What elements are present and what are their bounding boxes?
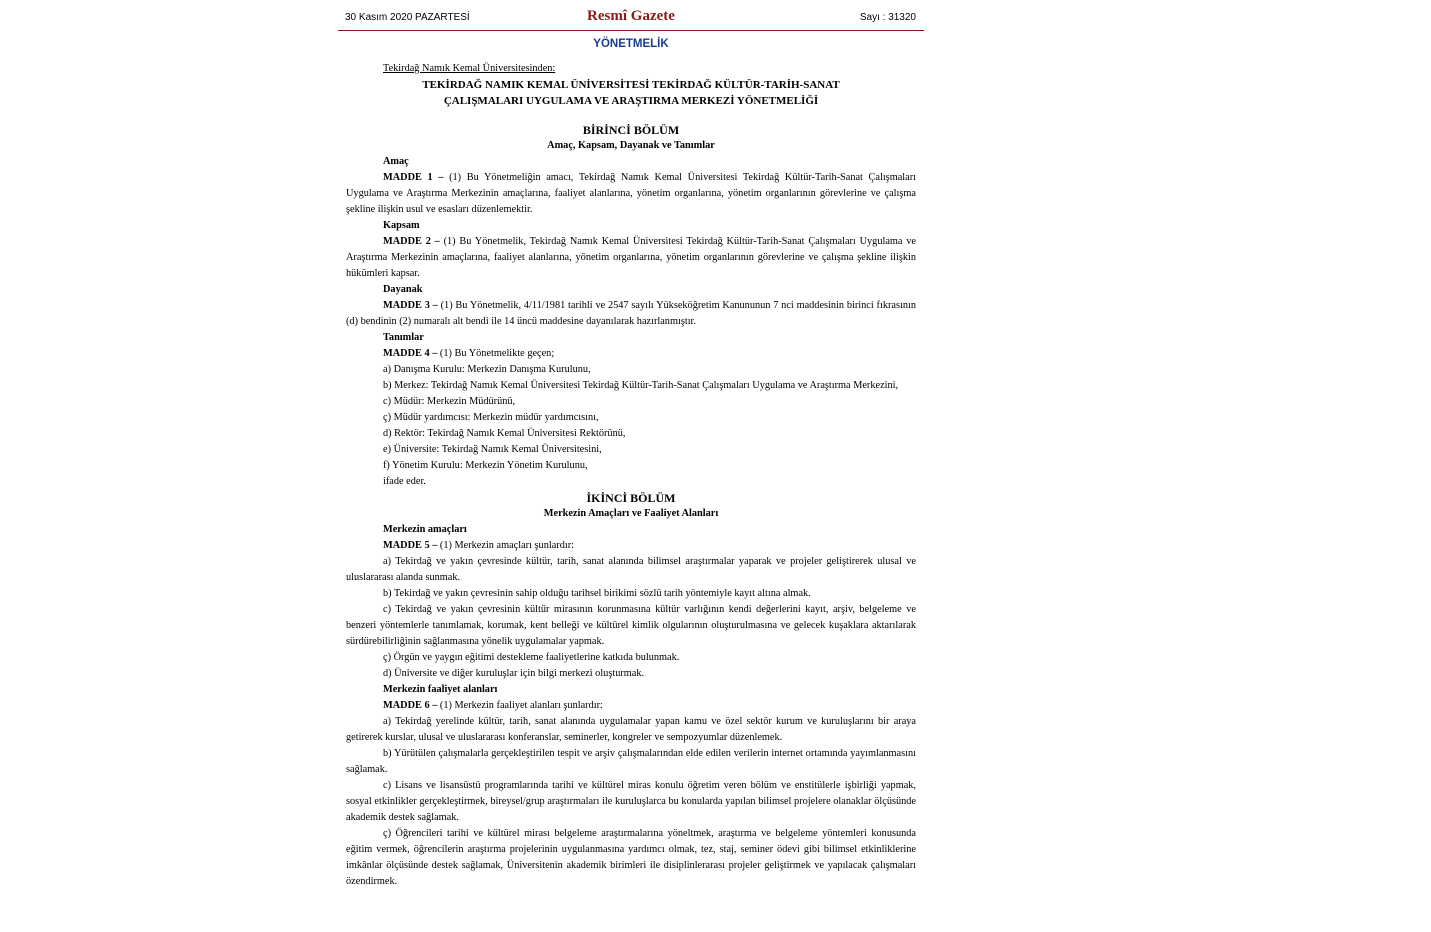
objective-item: d) Üniversite ve diğer kuruluşlar için bilgi merkezi oluşturmak. (383, 668, 645, 679)
chapter-2-subtitle: Merkezin Amaçları ve Faaliyet Alanları (543, 508, 719, 519)
chapter-2-title: İKİNCİ BÖLÜM (586, 491, 676, 505)
definition-item: ç) Müdür yardımcısı: Merkezin müdür yardımcısını, (383, 412, 599, 423)
activity-item: b) Yürütülen çalışmalarla gerçekleştirilen tespit ve arşiv çalışmalarından elde edilen verilerin internet ortamında yayımlanmasını sağlamak. (346, 748, 916, 775)
article-1-heading: Amaç (383, 156, 409, 167)
objective-item: ç) Örgün ve yaygın eğitimi destekleme faaliyetlerine katkıda bulunmak. (383, 652, 680, 663)
issue-number: Sayı : 31320 (859, 12, 916, 23)
regulation-title-line-1: TEKİRDAĞ NAMIK KEMAL ÜNİVERSİTESİ TEKİRDAĞ KÜLTÜR-TARİH-SANAT (422, 79, 840, 91)
regulation-title-line-2: ÇALIŞMALARI UYGULAMA VE ARAŞTIRMA MERKEZİ YÖNETMELİĞİ (443, 95, 819, 107)
objective-item: c) Tekirdağ ve yakın çevresinin kültür mirasının korunmasına kültür varlığının kendi değerlerini kayıt, arşiv, belgeleme ve benzeri yöntemlerle tanımlamak, korumak, kent belleği ve kültürel kimlik olgularının oluşturulmasına ve gelecek kuşaklara aktarılarak sürdürebilirliğinin sağlanmasına yönelik uygulamalar yapmak. (346, 604, 916, 647)
regulation-body (346, 61, 916, 890)
definition-item: e) Üniversite: Tekirdağ Namık Kemal Üniversitesini, (383, 444, 602, 455)
gazette-title: Resmî Gazete (587, 8, 675, 24)
chapter-1-subtitle: Amaç, Kapsam, Dayanak ve Tanımlar (547, 140, 715, 151)
article-1-label: MADDE 1 – (383, 172, 444, 183)
article-5-heading: Merkezin amaçları (383, 524, 467, 535)
article-4-text: MADDE 4 – (1) Bu Yönetmelikte geçen; (383, 348, 555, 359)
definition-closing: ifade eder. (383, 476, 426, 487)
definition-item: d) Rektör: Tekirdağ Namık Kemal Üniversitesi Rektörünü, (383, 428, 626, 439)
article-2-text: MADDE 2 – (1) Bu Yönetmelik, Tekirdağ Namık Kemal Üniversitesi Tekirdağ Kültür-Tarih-Sanat Çalışmaları Uygulama ve Araştırma Merkezinin amaçlarına, faaliyet alanlarına, yönetim organlarına, yönetim organlarının görevlerine ve çalışma şekline ilişkin hükümleri kapsar. (346, 236, 917, 279)
article-6-heading: Merkezin faaliyet alanları (383, 684, 498, 695)
article-1-text: MADDE 1 – (1) Bu Yönetmeliğin amacı, Tekirdağ Namık Kemal Üniversitesi Tekirdağ Kültür-Tarih-Sanat Çalışmaları Uygulama ve Araştırma Merkezinin amaçlarına, faaliyet alanlarına, yönetim organlarına, yönetim organlarının görevlerine ve çalışma şekline ilişkin usul ve esasları düzenlemektir. (346, 172, 916, 215)
article-5-label: MADDE 5 – (383, 540, 438, 551)
article-6-text: MADDE 6 – (1) Merkezin faaliyet alanları şunlardır: (383, 700, 603, 711)
issuing-institution: Tekirdağ Namık Kemal Üniversitesinden: (383, 63, 556, 74)
article-5-text: MADDE 5 – (1) Merkezin amaçları şunlardır: (383, 540, 575, 551)
article-4-label: MADDE 4 – (383, 348, 438, 359)
section-label: YÖNETMELİK (593, 38, 669, 50)
chapter-1-title: BİRİNCİ BÖLÜM (582, 123, 680, 137)
header-date: 30 Kasım 2020 PAZARTESİ (345, 12, 470, 23)
definition-item: f) Yönetim Kurulu: Merkezin Yönetim Kurulunu, (383, 460, 588, 471)
activity-item: c) Lisans ve lisansüstü programlarında tarihi ve kültürel miras konulu öğretim veren bölüm ve enstitülerle işbirliği yapmak, sosyal etkinlikler gerçekleştirmek, bireysel/grup araştırmaları ile kuruluşlarca bu konularda yapılan bilimsel projelere olanaklar ölçüsünde akademik destek sağlamak. (346, 780, 916, 823)
definition-item: b) Merkez: Tekirdağ Namık Kemal Üniversitesi Tekirdağ Kültür-Tarih-Sanat Çalışmaları Uygulama ve Araştırma Merkezini, (383, 380, 899, 391)
article-6-label: MADDE 6 – (383, 700, 438, 711)
gazette-page (338, 0, 924, 932)
objective-item: a) Tekirdağ ve yakın çevresinde kültür, tarih, sanat alanında bilimsel araştırmalar yaparak ve projeler geliştirerek ulusal ve uluslararası alanda sunmak. (346, 556, 916, 583)
definition-item: c) Müdür: Merkezin Müdürünü, (383, 396, 516, 407)
activity-item: a) Tekirdağ yerelinde kültür, tarih, sanat alanında uygulamalar yapan kamu ve özel sektör kurum ve kuruluşlarını bir araya getirerek kurslar, ulusal ve uluslararası konferanslar, seminerler, kongreler ve sempozyumlar düzenlemek. (346, 716, 916, 743)
article-3-label: MADDE 3 – (383, 300, 438, 311)
activity-item: ç) Öğrencileri tarihi ve kültürel mirası belgeleme araştırmalarına yöneltmek, araştırma ve belgeleme yöntemleri konusunda eğitim vermek, öğrencilerin araştırma projelerinin uygulanmasına yardımcı olmak, tez, staj, seminer ödevi gibi bilimsel etkinliklerine imkânlar ölçüsünde destek sağlamak, Üniversitenin akademik birimleri ile disiplinlerarası projeler geliştirmek ve yapılacak çalışmaları özendirmek. (346, 828, 916, 887)
article-2-label: MADDE 2 – (383, 236, 440, 247)
article-3-heading: Dayanak (383, 284, 423, 295)
definition-item: a) Danışma Kurulu: Merkezin Danışma Kurulunu, (383, 364, 591, 375)
objective-item: b) Tekirdağ ve yakın çevresinin sahip olduğu tarihsel birikimi sözlü tarih yöntemiyle kayıt altına almak. (383, 588, 811, 599)
page-header (338, 6, 924, 31)
article-2-heading: Kapsam (383, 220, 420, 231)
article-3-text: MADDE 3 – (1) Bu Yönetmelik, 4/11/1981 tarihli ve 2547 sayılı Yükseköğretim Kanununun 7 nci maddesinin birinci fıkrasının (d) bendinin (2) numaralı alt bendi ile 14 üncü maddesine dayanılarak hazırlanmıştır. (346, 300, 916, 327)
article-4-heading: Tanımlar (383, 332, 424, 343)
